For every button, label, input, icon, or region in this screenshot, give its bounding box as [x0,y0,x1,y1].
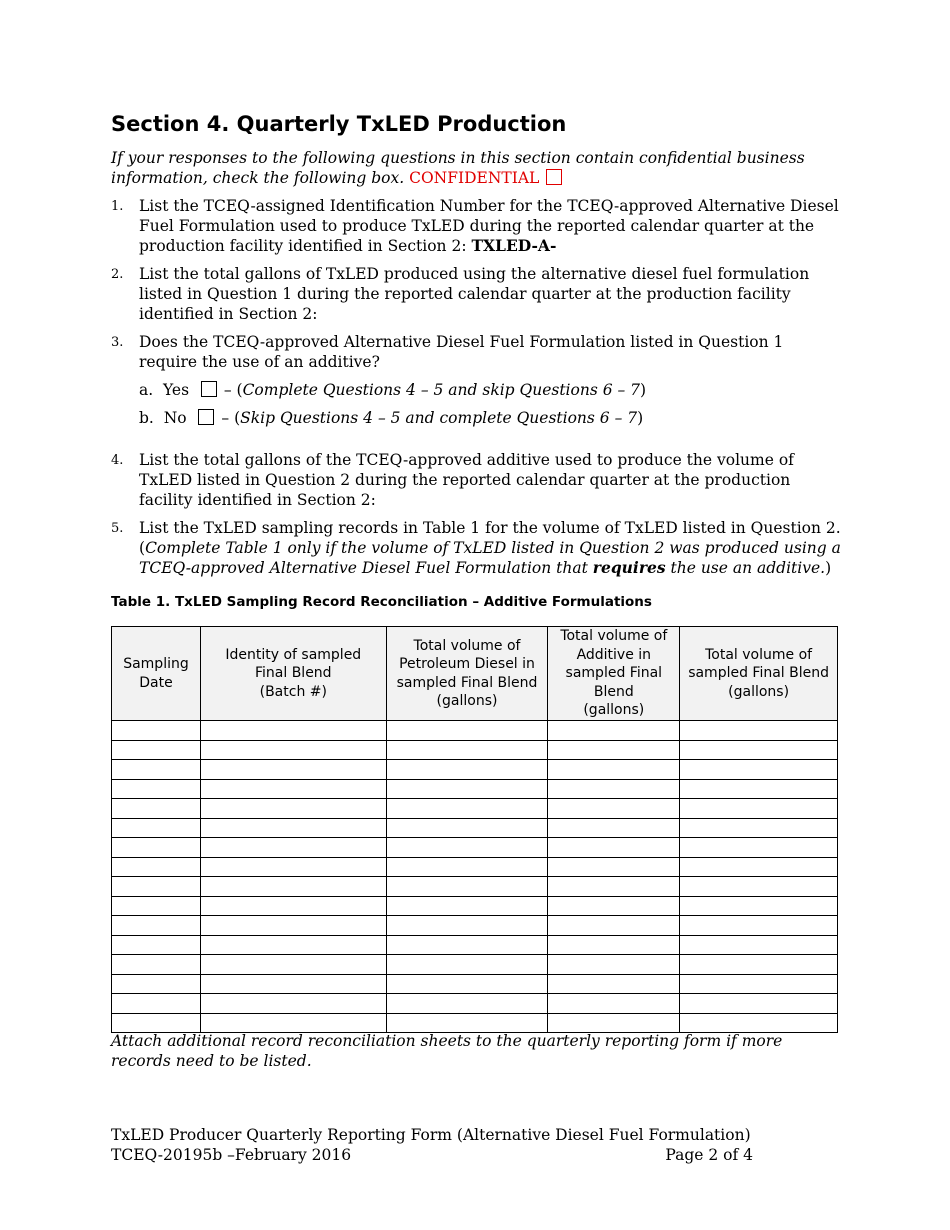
table-cell[interactable] [548,896,680,916]
header-final-blend-volume: Total volume of sampled Final Blend (gallons) [680,627,838,721]
table-cell[interactable] [200,896,386,916]
table-cell[interactable] [386,896,548,916]
question-number: 1. [111,199,124,214]
option-no: b. No – (Skip Questions 4 – 5 and complete Questions 6 – 7) [139,409,644,427]
table-cell[interactable] [548,1013,680,1033]
table-cell[interactable] [112,799,201,819]
table-cell[interactable] [200,916,386,936]
table-cell[interactable] [680,877,838,897]
table-cell[interactable] [548,838,680,858]
table-cell[interactable] [548,721,680,741]
table-cell[interactable] [386,740,548,760]
question-number: 4. [111,453,124,468]
table-cell[interactable] [112,721,201,741]
table-row [112,877,838,897]
table-cell[interactable] [200,955,386,975]
table-cell[interactable] [112,935,201,955]
table-cell[interactable] [200,760,386,780]
requires-emphasis: requires [592,558,666,577]
footer-form-title: TxLED Producer Quarterly Reporting Form (Alternative Diesel Fuel Formulation) [111,1126,751,1144]
question-text: List the total gallons of the TCEQ-approved additive used to produce the volume of TxLED listed in Question 2 during the reported calendar quarter at the production facility identified in Section 2: [139,451,794,509]
table-row [112,740,838,760]
table-cell[interactable] [680,935,838,955]
table-cell[interactable] [200,818,386,838]
table-cell[interactable] [386,779,548,799]
table-cell[interactable] [386,818,548,838]
table-row [112,799,838,819]
table-body [112,721,838,1033]
section-title: Section 4. Quarterly TxLED Production [111,112,567,136]
table-cell[interactable] [200,799,386,819]
table-cell[interactable] [548,760,680,780]
table-cell[interactable] [200,877,386,897]
header-additive-volume: Total volume of Additive in sampled Final Blend (gallons) [548,627,680,721]
table-cell[interactable] [680,740,838,760]
table-cell[interactable] [680,955,838,975]
page-footer [111,1125,753,1165]
table-cell[interactable] [680,1013,838,1033]
table-cell[interactable] [548,779,680,799]
table-cell[interactable] [200,974,386,994]
question-number: 2. [111,267,124,282]
table-cell[interactable] [548,916,680,936]
question-note: Complete Table 1 only if the volume of TxLED listed in Question 2 was produced using a TCEQ-approved Alternative Diesel Fuel Formulation that requires the use an additive. [139,539,841,577]
yes-checkbox[interactable] [201,381,217,397]
table-cell[interactable] [200,838,386,858]
table-cell[interactable] [386,994,548,1014]
confidential-checkbox[interactable] [546,169,562,185]
option-instruction: Complete Questions 4 – 5 and skip Questions 6 – 7 [242,381,641,399]
table-row [112,838,838,858]
table-row [112,857,838,877]
question-3 [111,332,841,372]
header-petroleum-diesel-volume: Total volume of Petroleum Diesel in sampled Final Blend (gallons) [386,627,548,721]
table-cell[interactable] [200,857,386,877]
table-row [112,994,838,1014]
header-batch-identity: Identity of sampled Final Blend (Batch #) [200,627,386,721]
table-cell[interactable] [112,760,201,780]
question-number: 3. [111,335,124,350]
question-2 [111,264,841,324]
table-row [112,779,838,799]
table-row [112,974,838,994]
table-cell[interactable] [680,916,838,936]
option-letter: b. [139,409,154,427]
table-cell[interactable] [112,955,201,975]
question-5: 5. List the TxLED sampling records in Table 1 for the volume of TxLED listed in Question 2. (Complete Table 1 only if the volume of TxLED listed in Question 2 was produced using a TCEQ-approved Alternative Diesel Fuel Formulation that requires the use an additive.) [111,519,841,577]
table-cell[interactable] [112,974,201,994]
option-label: Yes [163,381,190,399]
table-cell[interactable] [680,974,838,994]
confidential-label: CONFIDENTIAL [409,169,540,187]
table-row [112,818,838,838]
table-row [112,935,838,955]
table-cell[interactable] [200,935,386,955]
option-label: No [163,409,187,427]
table-caption: Table 1. TxLED Sampling Record Reconciliation – Additive Formulations [111,594,652,610]
table-cell[interactable] [548,994,680,1014]
question-text: List the total gallons of TxLED produced using the alternative diesel fuel formulation listed in Question 1 during the reported calendar quarter at the production facility identified in Section 2: [139,265,810,323]
table-row [112,896,838,916]
table-cell[interactable] [680,896,838,916]
table-cell[interactable] [680,818,838,838]
table-cell[interactable] [386,935,548,955]
table-cell[interactable] [386,799,548,819]
table-cell[interactable] [680,994,838,1014]
table-cell[interactable] [200,779,386,799]
sampling-record-table [111,626,838,1033]
attachment-note: Attach additional record reconciliation sheets to the quarterly reporting form if more records need to be listed. [111,1032,783,1070]
table-cell[interactable] [112,877,201,897]
table-cell[interactable] [386,877,548,897]
table-row [112,955,838,975]
table-cell[interactable] [680,779,838,799]
question-text: List the TxLED sampling records in Table 1 for the volume of TxLED listed in Question 2. [139,519,841,537]
table-cell[interactable] [386,1013,548,1033]
question-1 [111,196,841,256]
table-cell[interactable] [112,838,201,858]
table-cell[interactable] [386,760,548,780]
option-letter: a. [139,381,154,399]
question-text: Does the TCEQ-approved Alternative Diesel Fuel Formulation listed in Question 1 require the use of an additive? [139,333,784,371]
table-cell[interactable] [680,799,838,819]
table-cell[interactable] [386,955,548,975]
table-cell[interactable] [680,721,838,741]
confidential-intro-text: If your responses to the following questions in this section contain confidential business information, check the following box. [111,149,805,187]
option-yes: a. Yes – (Complete Questions 4 – 5 and skip Questions 6 – 7) [139,381,647,399]
table-cell[interactable] [680,760,838,780]
footer-form-id: TCEQ-20195b –February 2016 [111,1146,352,1164]
table-cell[interactable] [112,1013,201,1033]
table-cell[interactable] [200,994,386,1014]
table-header-row [112,627,838,721]
table-cell[interactable] [680,857,838,877]
table-cell[interactable] [200,1013,386,1033]
confidential-notice [111,148,831,188]
no-checkbox[interactable] [198,409,214,425]
footer-page-number: Page 2 of 4 [665,1146,753,1164]
table-cell[interactable] [112,896,201,916]
table-row [112,721,838,741]
table-cell[interactable] [112,857,201,877]
table-cell[interactable] [200,740,386,760]
table-cell[interactable] [386,974,548,994]
table-cell[interactable] [200,721,386,741]
table-cell[interactable] [112,779,201,799]
table-cell[interactable] [548,877,680,897]
table-row [112,760,838,780]
table-cell[interactable] [112,994,201,1014]
table-cell[interactable] [548,799,680,819]
table-cell[interactable] [680,838,838,858]
table-cell[interactable] [548,935,680,955]
txled-id-prefix: TXLED-A- [471,236,557,255]
table-cell[interactable] [386,721,548,741]
table-cell[interactable] [112,916,201,936]
table-cell[interactable] [112,740,201,760]
table-cell[interactable] [548,818,680,838]
question-number: 5. [111,521,124,536]
option-instruction: Skip Questions 4 – 5 and complete Questions 6 – 7 [240,409,638,427]
table-cell[interactable] [548,740,680,760]
table-cell[interactable] [386,857,548,877]
table-cell[interactable] [548,974,680,994]
table-cell[interactable] [386,916,548,936]
table-cell[interactable] [386,838,548,858]
table-cell[interactable] [548,857,680,877]
header-sampling-date: Sampling Date [112,627,201,721]
question-4 [111,450,841,510]
table-cell[interactable] [112,818,201,838]
table-cell[interactable] [548,955,680,975]
table-row [112,916,838,936]
question-text: List the TCEQ-assigned Identification Number for the TCEQ-approved Alternative Diesel Fuel Formulation used to produce TxLED during the reported calendar quarter at the production facility identified in Section 2: [139,197,839,255]
table-row [112,1013,838,1033]
